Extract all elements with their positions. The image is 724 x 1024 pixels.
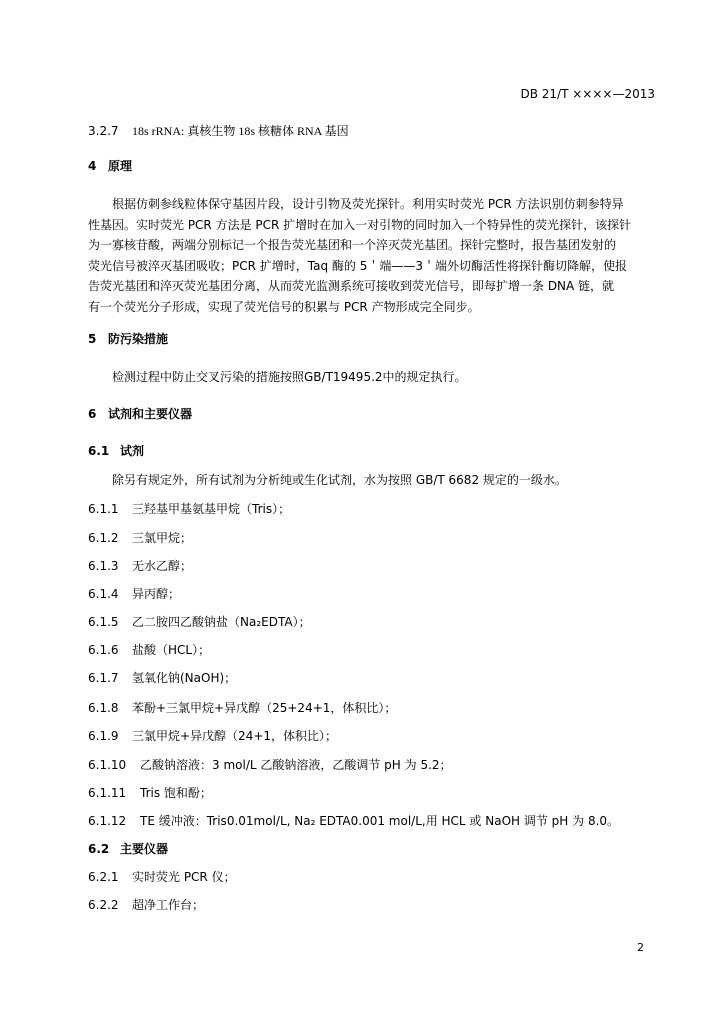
section-number: 5 xyxy=(88,332,97,346)
clause-text: 三氯甲烷； xyxy=(132,531,193,545)
term-3-2-7 xyxy=(88,122,349,139)
clause-number: 6.1.9 xyxy=(88,729,119,743)
reagent-item xyxy=(88,784,212,801)
instrument-item xyxy=(88,868,236,885)
section-title: 原理 xyxy=(108,159,133,173)
section-title: 主要仪器 xyxy=(120,842,169,856)
clause-number: 6.1.11 xyxy=(88,786,127,800)
principle-paragraph xyxy=(88,194,658,318)
clause-number: 6.1.4 xyxy=(88,587,119,601)
reagent-item xyxy=(88,613,311,630)
clause-number: 6.1.7 xyxy=(88,671,119,685)
reagent-item xyxy=(88,669,236,686)
clause-number: 6.2.1 xyxy=(88,870,119,884)
clause-text: 异丙醇； xyxy=(132,587,181,601)
section-number: 4 xyxy=(88,159,97,173)
clause-text: 超净工作台； xyxy=(132,898,205,912)
paragraph-line: 为一寡核苷酸，两端分别标记一个报告荧光基团和一个淬灭荧光基团。探针完整时，报告基团发射的 xyxy=(88,238,617,253)
clause-number: 6.1.5 xyxy=(88,615,119,629)
section-title: 防污染措施 xyxy=(108,332,169,346)
clause-number: 6.2.2 xyxy=(88,898,119,912)
clause-text: 苯酚+三氯甲烷+异戊醇（25+24+1，体积比）； xyxy=(132,701,397,715)
clause-number: 6.1.8 xyxy=(88,701,119,715)
reagent-item xyxy=(88,812,619,829)
paragraph-line: 告荧光基团和淬灭荧光基团分离，从而荧光监测系统可接收到荧光信号，即每扩增一条 DNA 链，就 xyxy=(88,279,615,294)
clause-text: 无水乙醇； xyxy=(132,559,193,573)
reagent-item xyxy=(88,727,337,744)
clause-text: 氢氧化钠(NaOH)； xyxy=(132,671,237,685)
reagent-item xyxy=(88,500,290,517)
clause-text: 三氯甲烷+异戊醇（24+1，体积比）； xyxy=(132,729,338,743)
section-number: 6 xyxy=(88,407,97,421)
clause-text: TE 缓冲液：Tris0.01mol/L, Na₂ EDTA0.001 mol/L,用 HCL 或 NaOH 调节 pH 为 8.0。 xyxy=(140,814,620,828)
page-number: 2 xyxy=(637,941,644,954)
section-heading-4 xyxy=(88,157,132,174)
clause-text: 18s rRNA: 真核生物 18s 核糖体 RNA 基因 xyxy=(132,124,349,138)
clause-text: 实时荧光 PCR 仪； xyxy=(132,870,236,884)
reagent-item xyxy=(88,699,396,716)
instrument-item xyxy=(88,896,204,913)
clause-number: 6.1.3 xyxy=(88,559,119,573)
paragraph-line: 有一个荧光分子形成，实现了荧光信号的积累与 PCR 产物形成完全同步。 xyxy=(88,299,480,314)
clause-text: 乙酸钠溶液：3 mol/L 乙酸钠溶液，乙酸调节 pH 为 5.2； xyxy=(140,758,452,772)
subsection-heading-6-1 xyxy=(88,442,144,459)
section-heading-6 xyxy=(88,405,192,422)
paragraph-line: 荧光信号被淬灭基团吸收；PCR 扩增时，Taq 酶的 5＇端——3＇端外切酶活性将探针酶切降解，使报 xyxy=(88,258,627,273)
reagent-item xyxy=(88,641,210,658)
clause-number: 6.1.1 xyxy=(88,502,119,516)
section-number: 6.2 xyxy=(88,842,110,856)
clause-text: 乙二胺四乙酸钠盐（Na₂EDTA）； xyxy=(132,615,311,629)
clause-number: 6.1.12 xyxy=(88,814,127,828)
reagent-item xyxy=(88,529,192,546)
reagent-item xyxy=(88,557,192,574)
clause-number: 3.2.7 xyxy=(88,124,119,138)
clause-number: 6.1.2 xyxy=(88,531,119,545)
section-title: 试剂 xyxy=(120,444,145,458)
paragraph-line: 性基因。实时荧光 PCR 方法是 PCR 扩增时在加入一对引物的同时加入一个特异性的荧光探针，该探针 xyxy=(88,217,632,232)
clause-number: 6.1.10 xyxy=(88,758,127,772)
clause-text: 盐酸（HCL）； xyxy=(132,643,211,657)
paragraph-line: 根据仿刺参线粒体保守基因片段，设计引物及荧光探针。利用实时荧光 PCR 方法识别仿刺参特异 xyxy=(112,197,624,211)
section-title: 试剂和主要仪器 xyxy=(108,407,193,421)
document-header-id: DB 21/T ××××—2013 xyxy=(520,87,655,101)
contamination-text: 检测过程中防止交叉污染的措施按照GB/T19495.2中的规定执行。 xyxy=(112,370,467,384)
section-number: 6.1 xyxy=(88,444,110,458)
clause-text: Tris 饱和酚； xyxy=(140,786,212,800)
clause-text: 三羟基甲基氨基甲烷（Tris）； xyxy=(132,502,291,516)
section-heading-5 xyxy=(88,330,168,347)
reagent-item xyxy=(88,756,452,773)
subsection-heading-6-2 xyxy=(88,840,168,857)
clause-number: 6.1.6 xyxy=(88,643,119,657)
reagent-item xyxy=(88,585,180,602)
reagent-intro-text: 除另有规定外，所有试剂为分析纯或生化试剂，水为按照 GB/T 6682 规定的一级水。 xyxy=(112,473,567,487)
